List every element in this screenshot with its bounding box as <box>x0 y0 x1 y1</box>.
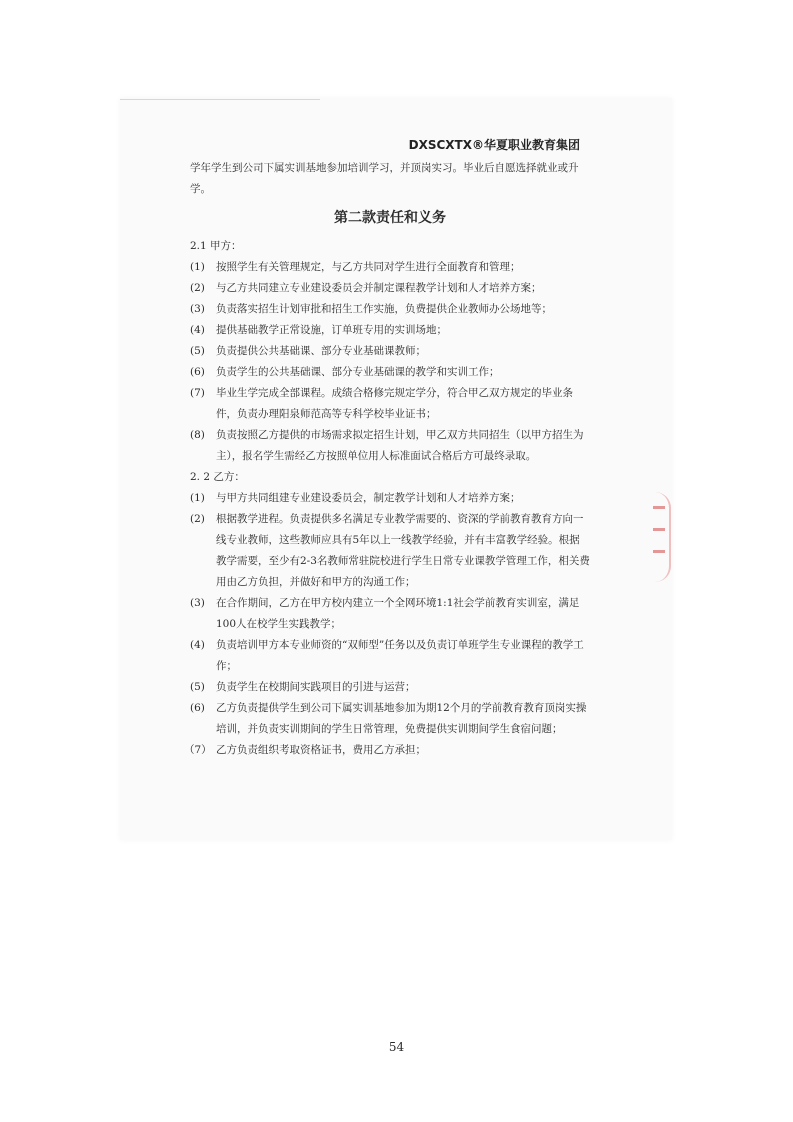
scan-edge-line <box>120 99 320 100</box>
item-number: (8) <box>190 429 205 441</box>
list-item <box>190 341 590 362</box>
publisher-header: DXSCXTX®华夏职业教育集团 <box>408 138 580 152</box>
page-number: 54 <box>388 1040 405 1054</box>
list-item <box>190 509 590 593</box>
item-text: 负责培训甲方本专业师资的“双师型”任务以及负责订单班学生专业课程的教学工作； <box>216 639 584 672</box>
item-text: 乙方负责提供学生到公司下属实训基地参加为期12个月的学前教育教育顶岗实操培训，并负责实训期间的学生日常管理，免费提供实训期间学生食宿问题； <box>216 702 587 735</box>
item-number: (6) <box>190 366 205 378</box>
item-number: (7) <box>190 387 205 399</box>
intro-paragraph: 学年学生到公司下属实训基地参加培训学习，并顶岗实习。毕业后自愿选择就业或升学。 <box>190 162 579 195</box>
list-item <box>190 257 590 278</box>
item-number: (3) <box>190 597 205 609</box>
item-text: 在合作期间，乙方在甲方校内建立一个全网环境1:1社会学前教育实训室，满足100人在校学生实践教学； <box>216 597 580 630</box>
item-number: (3) <box>190 303 205 315</box>
item-text: 按照学生有关管理规定，与乙方共同对学生进行全面教育和管理； <box>216 261 521 273</box>
list-item <box>190 488 590 509</box>
item-text: 负责学生在校期间实践项目的引进与运营； <box>216 681 416 693</box>
item-text: 乙方负责组织考取资格证书，费用乙方承担； <box>216 744 426 756</box>
item-number: (5) <box>190 345 205 357</box>
document-body <box>184 158 590 761</box>
item-number: (1) <box>190 261 205 273</box>
item-text: 负责提供公共基础课、部分专业基础课教师； <box>216 345 426 357</box>
item-text: 负责落实招生计划审批和招生工作实施，负费提供企业教师办公场地等； <box>216 303 552 315</box>
item-number: (1) <box>190 492 205 504</box>
list-item <box>190 362 590 383</box>
item-text: 负责按照乙方提供的市场需求拟定招生计划，甲乙双方共同招生（以甲方招生为主），报名学生需经乙方按照单位用人标准面试合格后方可最终录取。 <box>216 429 584 462</box>
list-item <box>190 425 590 467</box>
item-text: 与甲方共同组建专业建设委员会，制定教学计划和人才培养方案； <box>216 492 521 504</box>
party-a-list <box>190 257 590 467</box>
item-number: (5) <box>190 681 205 693</box>
item-text: 与乙方共同建立专业建设委员会并制定课程教学计划和人才培养方案； <box>216 282 542 294</box>
list-item <box>190 677 590 698</box>
item-number: (4) <box>190 324 205 336</box>
item-number: (2) <box>190 282 205 294</box>
item-text: 负责学生的公共基础课、部分专业基础课的教学和实训工作； <box>216 366 500 378</box>
item-text: 根据教学进程。负责提供多名满足专业教学需要的、资深的学前教育教育方向一线专业教师，这些教师应具有5年以上一线教学经验，并有丰富教学经验。根据教学需要，至少有2-3名教师常驻院校进行学生日常专业课教学管理工作，相关费用由乙方负担，并做好和甲方的沟通工作； <box>216 513 590 588</box>
seal-stamp-fragment <box>655 492 671 582</box>
party-b-heading: 2. 2 乙方： <box>190 471 245 483</box>
list-item <box>190 278 590 299</box>
list-item <box>190 320 590 341</box>
item-text: 毕业生学完成全部课程。成绩合格修完规定学分，符合甲乙双方规定的毕业条件，负责办理阳泉师范高等专科学校毕业证书； <box>216 387 573 420</box>
item-number: （7） <box>184 744 212 756</box>
list-item <box>184 740 590 761</box>
list-item <box>190 383 590 425</box>
party-a-heading: 2.1 甲方： <box>190 240 242 252</box>
list-item <box>190 698 590 740</box>
section-title: 第二款责任和义务 <box>334 210 446 226</box>
item-text: 提供基础教学正常设施，订单班专用的实训场地； <box>216 324 447 336</box>
item-number: (4) <box>190 639 205 651</box>
list-item <box>190 593 590 635</box>
item-number: (2) <box>190 513 205 525</box>
list-item <box>190 299 590 320</box>
item-number: (6) <box>190 702 205 714</box>
list-item <box>190 635 590 677</box>
party-b-list <box>184 488 590 761</box>
